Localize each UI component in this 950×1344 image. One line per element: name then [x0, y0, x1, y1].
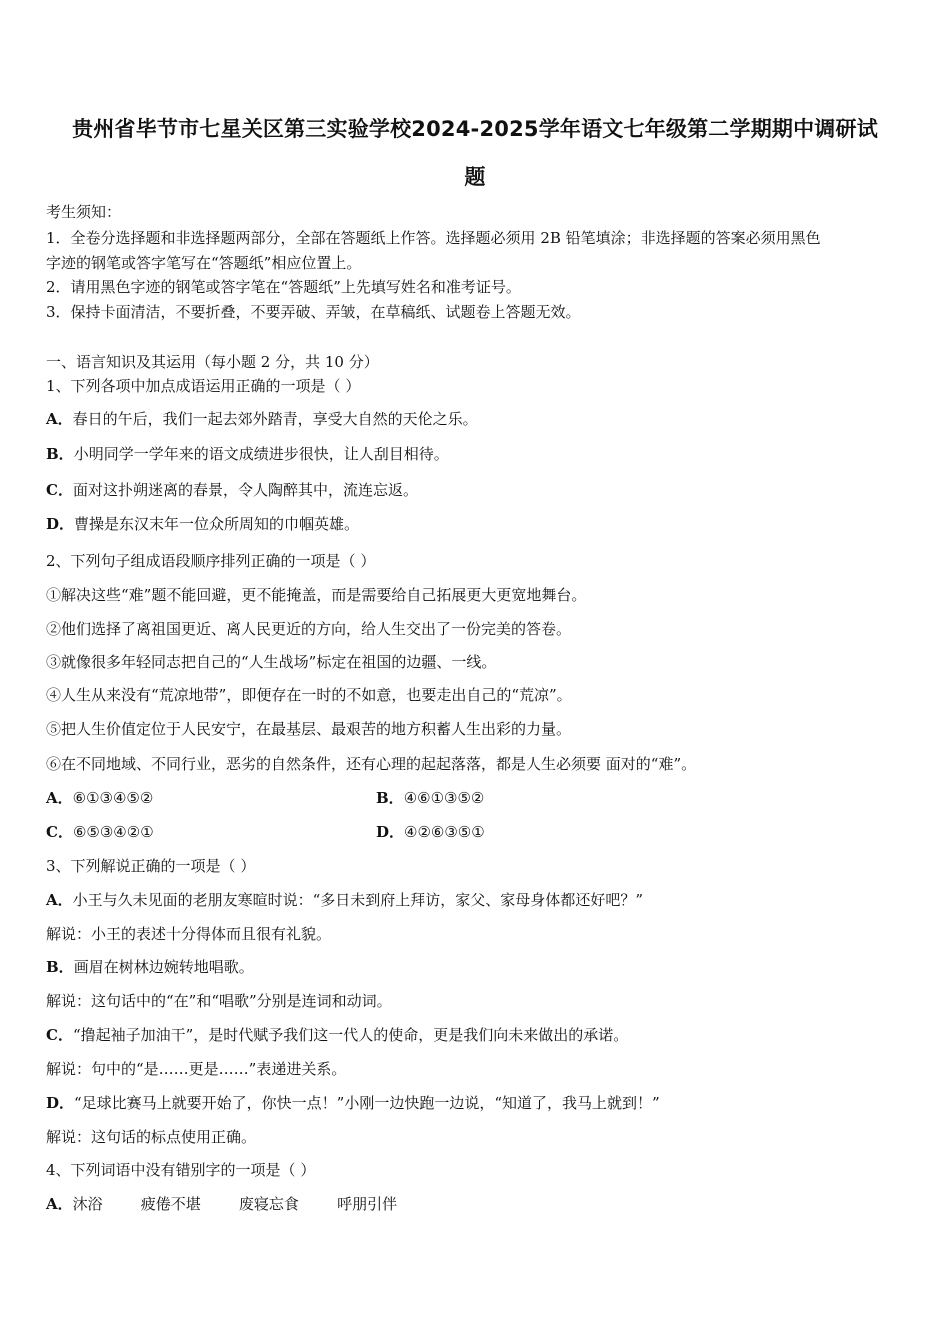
q4-option-a-text: 沐浴 疲倦不堪 废寝忘食 呼朋引伴	[72, 1195, 398, 1213]
q2-option-a-text: ⑥①③④⑤②	[72, 789, 154, 807]
q1-option-b-text: 小明同学一学年来的语文成绩进步很快，让人刮目相待。	[73, 445, 449, 463]
q3-option-b	[46, 957, 254, 977]
q2-option-d-text: ④②⑥③⑤①	[404, 823, 485, 841]
q3-option-c-label: C．	[46, 1026, 73, 1044]
q1-option-d	[46, 514, 359, 534]
q3-option-a-note: 解说：小王的表述十分得体而且很有礼貌。	[46, 925, 332, 943]
q3-option-d-note: 解说：这句话的标点使用正确。	[46, 1128, 257, 1146]
q2-option-c-label: C．	[46, 823, 73, 841]
exam-title-line-2: 题	[464, 165, 486, 189]
q3-option-b-label: B．	[46, 958, 74, 976]
q2-sentence-1: ①解决这些“难”题不能回避，更不能掩盖，而是需要给自己拓展更大更宽地舞台。	[46, 586, 587, 604]
q1-option-d-label: D．	[46, 515, 75, 533]
q3-option-d-label: D．	[46, 1094, 75, 1112]
q3-option-a-text: 小王与久未见面的老朋友寒暄时说：“多日未到府上拜访，家父、家母身体都还好吧？”	[72, 891, 643, 909]
q2-option-b	[376, 788, 484, 808]
exam-title-line-1: 贵州省毕节市七星关区第三实验学校2024-2025学年语文七年级第二学期期中调研试	[72, 117, 878, 141]
q1-option-b-label: B．	[46, 445, 74, 463]
q4-option-a	[46, 1194, 397, 1214]
q1-option-a-label: A．	[46, 410, 73, 428]
q3-option-a	[46, 890, 643, 910]
q2-option-d-label: D．	[376, 823, 405, 841]
q4-option-a-label: A．	[46, 1195, 73, 1213]
notice-item-2: 2．请用黑色字迹的钢笔或答字笔在“答题纸”上先填写姓名和准考证号。	[46, 278, 521, 296]
q3-option-b-text: 画眉在树林边婉转地唱歌。	[73, 958, 254, 976]
q2-stem: 2、下列句子组成语段顺序排列正确的一项是（ ）	[46, 552, 376, 570]
q1-stem: 1、下列各项中加点成语运用正确的一项是（ ）	[46, 377, 361, 395]
notice-item-1b: 字迹的钢笔或答字笔写在“答题纸”相应位置上。	[46, 254, 362, 272]
q2-sentence-4: ④人生从来没有“荒凉地带”，即便存在一时的不如意，也要走出自己的“荒凉”。	[46, 686, 572, 704]
q1-option-a	[46, 409, 478, 429]
q3-stem: 3、下列解说正确的一项是（ ）	[46, 857, 256, 875]
q3-option-c	[46, 1025, 628, 1045]
q4-stem: 4、下列词语中没有错别字的一项是（ ）	[46, 1161, 316, 1179]
q1-option-c-text: 面对这扑朔迷离的春景，令人陶醉其中，流连忘返。	[72, 481, 418, 499]
q1-option-a-text: 春日的午后，我们一起去郊外踏青，享受大自然的天伦之乐。	[72, 410, 478, 428]
q3-option-c-text: “撸起袖子加油干”，是时代赋予我们这一代人的使命，更是我们向未来做出的承诺。	[72, 1026, 629, 1044]
notice-item-1a: 1．全卷分选择题和非选择题两部分，全部在答题纸上作答。选择题必须用 2B 铅笔填涂；非选择题的答案必须用黑色	[46, 229, 821, 247]
q3-option-a-label: A．	[46, 891, 73, 909]
q2-option-c	[46, 822, 154, 842]
q2-sentence-6: ⑥在不同地域、不同行业，恶劣的自然条件，还有心理的起起落落，都是人生必须要 面对的“难”。	[46, 755, 697, 773]
q3-option-d	[46, 1093, 660, 1113]
q1-option-c-label: C．	[46, 481, 73, 499]
q1-option-d-text: 曹操是东汉末年一位众所周知的巾帼英雄。	[74, 515, 360, 533]
q2-sentence-5: ⑤把人生价值定位于人民安宁，在最基层、最艰苦的地方积蓄人生出彩的力量。	[46, 720, 572, 738]
notice-item-3: 3．保持卡面清洁，不要折叠，不要弄破、弄皱，在草稿纸、试题卷上答题无效。	[46, 303, 581, 321]
q2-sentence-2: ②他们选择了离祖国更近、离人民更近的方向，给人生交出了一份完美的答卷。	[46, 620, 572, 638]
q2-option-b-label: B．	[376, 789, 404, 807]
q2-option-c-text: ⑥⑤③④②①	[72, 823, 154, 841]
notice-heading: 考生须知：	[46, 203, 122, 221]
q1-option-c	[46, 480, 418, 500]
q2-option-a	[46, 788, 153, 808]
q3-option-d-text: “足球比赛马上就要开始了，你快一点！”小刚一边快跑一边说，“知道了，我马上就到！”	[74, 1094, 660, 1112]
q3-option-c-note: 解说：句中的“是……更是……”表递进关系。	[46, 1060, 347, 1078]
q3-option-b-note: 解说：这句话中的“在”和“唱歌”分别是连词和动词。	[46, 992, 392, 1010]
q2-sentence-3: ③就像很多年轻同志把自己的“人生战场”标定在祖国的边疆、一线。	[46, 653, 497, 671]
section-1-heading: 一、语言知识及其运用（每小题 2 分，共 10 分）	[46, 353, 379, 371]
q2-option-b-text: ④⑥①③⑤②	[403, 789, 485, 807]
q1-option-b	[46, 444, 449, 464]
q2-option-d	[376, 822, 485, 842]
q2-option-a-label: A．	[46, 789, 73, 807]
